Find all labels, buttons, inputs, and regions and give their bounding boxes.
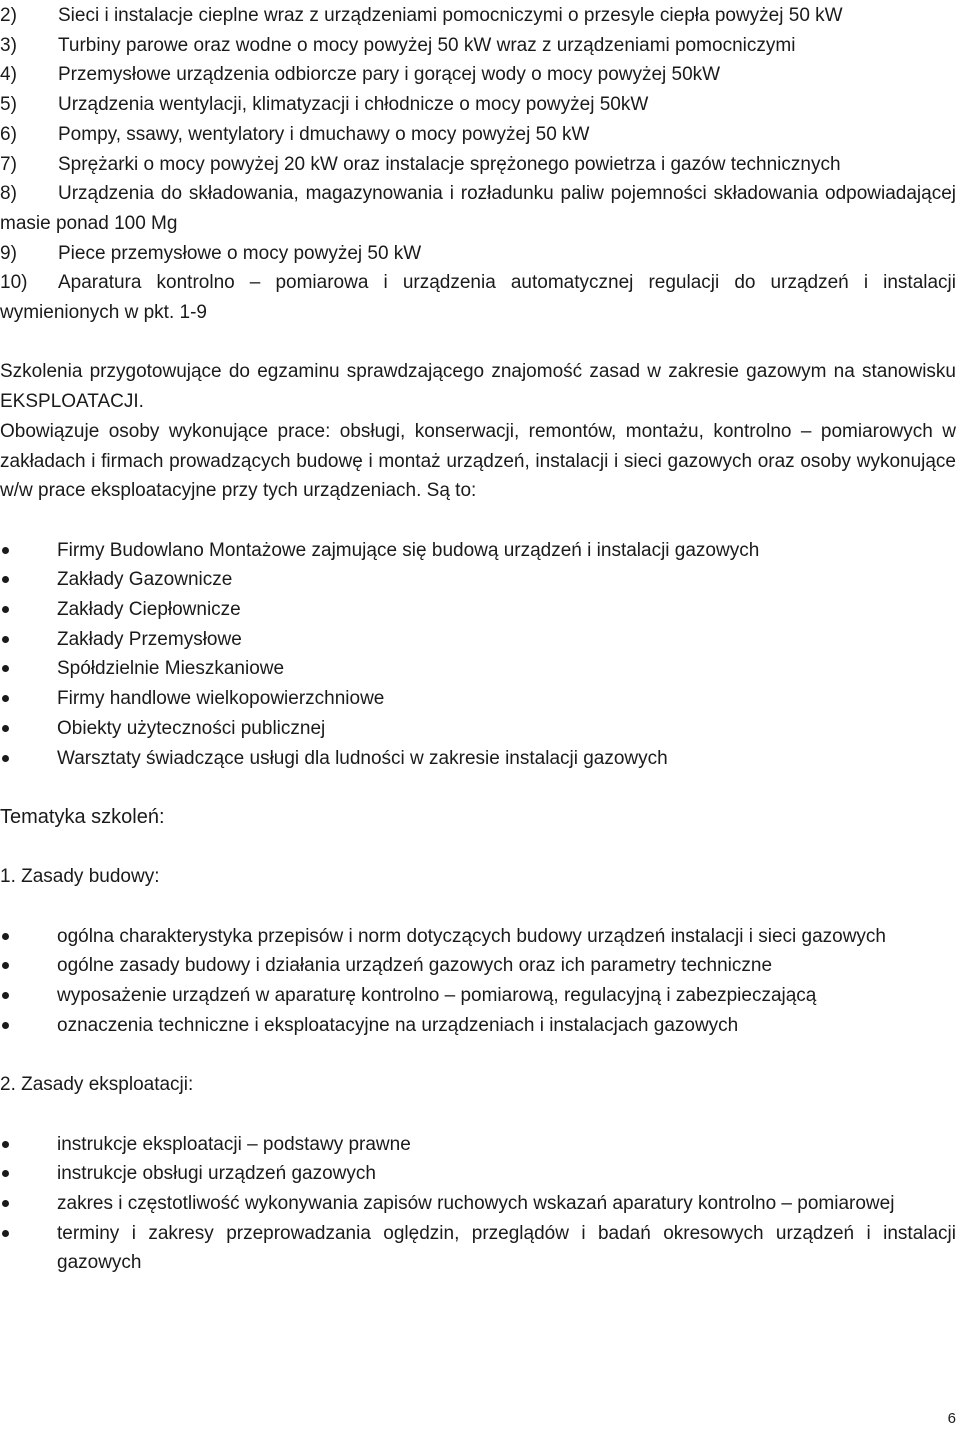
- topics-heading: Tematyka szkoleń:: [0, 805, 165, 828]
- section-title: 2. Zasady eksploatacji:: [0, 1074, 194, 1096]
- list-item-number: 3): [0, 34, 17, 56]
- bullet-icon: [2, 665, 9, 672]
- bullet-icon: [2, 1230, 9, 1237]
- list-item-number: 8): [0, 183, 17, 205]
- list-item: [0, 1219, 956, 1278]
- bullet-icon: [2, 1022, 9, 1029]
- bullet-icon: [2, 992, 9, 999]
- list-item-text: instrukcje eksploatacji – podstawy prawne: [57, 1133, 411, 1155]
- bullet-icon: [2, 962, 9, 969]
- list-item-text: Przemysłowe urządzenia odbiorcze pary i gorącej wody o mocy powyżej 50kW: [58, 64, 721, 86]
- list-item-text: ogólna charakterystyka przepisów i norm dotyczących budowy urządzeń instalacji i sieci gazowych: [57, 925, 886, 947]
- bullet-icon: [2, 1170, 9, 1177]
- list-item-text: Firmy handlowe wielkopowierzchniowe: [57, 688, 385, 710]
- spacer: [0, 892, 956, 922]
- section1-list: [0, 922, 956, 1041]
- bullet-icon: [2, 636, 9, 643]
- list-item-number: 9): [0, 242, 17, 264]
- page-number: 6: [947, 1410, 956, 1427]
- intro-paragraph: Obowiązuje osoby wykonujące prace: obsługi, konserwacji, remontów, montażu, kontrolno – pomiarowych w zakładach i firmach prowadzących budowę i montaż urządzeń, instalacji i sieci gazowych oraz osoby wykonujące w/w prace eksploatacyjne przy tych urządzeniach. Są to:: [0, 420, 956, 502]
- section2-list: [0, 1130, 956, 1279]
- list-item: [0, 684, 956, 714]
- list-item-text: Pompy, ssawy, wentylatory i dmuchawy o mocy powyżej 50 kW: [58, 123, 590, 145]
- bullet-icon: [2, 1141, 9, 1148]
- list-item-text: Zakłady Gazownicze: [57, 569, 233, 591]
- list-item: [0, 744, 956, 774]
- list-item-text: Zakłady Przemysłowe: [57, 628, 242, 650]
- list-item-text: Turbiny parowe oraz wodne o mocy powyżej 50 kW wraz z urządzeniami pomocniczymi: [58, 34, 796, 56]
- list-item-number: 7): [0, 153, 17, 175]
- list-item: [0, 90, 956, 120]
- list-item: [0, 654, 956, 684]
- list-item: [0, 31, 956, 61]
- bullet-icon: [2, 755, 9, 762]
- list-item-number: 5): [0, 94, 17, 116]
- list-item: [0, 536, 956, 566]
- list-item: [0, 565, 956, 595]
- spacer: [0, 506, 956, 536]
- bullet-icon: [2, 725, 9, 732]
- list-item-text: Urządzenia wentylacji, klimatyzacji i chłodnicze o mocy powyżej 50kW: [58, 94, 649, 116]
- bullet-icon: [2, 1200, 9, 1207]
- list-item: [0, 179, 956, 238]
- list-item: [0, 922, 956, 952]
- list-item-text: Aparatura kontrolno – pomiarowa i urządzenia automatycznej regulacji do urządzeń i instalacji wymienionych w pkt. 1-9: [0, 272, 956, 324]
- list-item: [0, 1189, 956, 1219]
- list-item-text: oznaczenia techniczne i eksploatacyjne na urządzeniach i instalacjach gazowych: [57, 1014, 739, 1036]
- intro-heading: Szkolenia przygotowujące do egzaminu sprawdzającego znajomość zasad w zakresie gazowym na stanowisku EKSPLOATACJI.: [0, 361, 956, 413]
- list-item: [0, 625, 956, 655]
- entities-list: [0, 536, 956, 774]
- list-item-text: Zakłady Ciepłownicze: [57, 599, 241, 621]
- list-item-text: Spółdzielnie Mieszkaniowe: [57, 658, 285, 680]
- spacer: [0, 1041, 956, 1071]
- list-item: [0, 120, 956, 150]
- list-item-number: 10): [0, 272, 28, 294]
- spacer: [0, 833, 956, 863]
- list-item-text: instrukcje obsługi urządzeń gazowych: [57, 1163, 376, 1185]
- list-item: [0, 1, 956, 31]
- list-item-text: Urządzenia do składowania, magazynowania i rozładunku paliw pojemności składowania odpowiadającej masie ponad 100 Mg: [0, 183, 956, 234]
- list-item-text: Obiekty użyteczności publicznej: [57, 717, 326, 739]
- list-item-text: Firmy Budowlano Montażowe zajmujące się budową urządzeń i instalacji gazowych: [57, 539, 760, 561]
- list-item: [0, 1159, 956, 1189]
- numbered-list: [0, 1, 956, 328]
- list-item: [0, 981, 956, 1011]
- list-item: [0, 595, 956, 625]
- section-title: 1. Zasady budowy:: [0, 866, 160, 888]
- list-item-text: Warsztaty świadczące usługi dla ludności w zakresie instalacji gazowych: [57, 747, 668, 769]
- bullet-icon: [2, 547, 9, 554]
- list-item-text: wyposażenie urządzeń w aparaturę kontrolno – pomiarową, regulacyjną i zabezpieczającą: [57, 985, 817, 1007]
- list-item: [0, 150, 956, 180]
- list-item-text: Sprężarki o mocy powyżej 20 kW oraz instalacje sprężonego powietrza i gazów technicznych: [58, 153, 841, 175]
- list-item: [0, 268, 956, 327]
- list-item-text: terminy i zakresy przeprowadzania oględzin, przeglądów i badań okresowych urządzeń i instalacji gazowych: [57, 1222, 956, 1274]
- list-item: [0, 714, 956, 744]
- list-item-text: Sieci i instalacje cieplne wraz z urządzeniami pomocniczymi o przesyle ciepła powyżej 50 kW: [58, 5, 843, 26]
- bullet-icon: [2, 933, 9, 940]
- spacer: [0, 773, 956, 803]
- list-item-number: 6): [0, 123, 17, 145]
- list-item-number: 2): [0, 5, 17, 26]
- list-item: [0, 239, 956, 269]
- spacer: [0, 1100, 956, 1130]
- list-item-text: Piece przemysłowe o mocy powyżej 50 kW: [58, 242, 422, 264]
- bullet-icon: [2, 606, 9, 613]
- bullet-icon: [2, 576, 9, 583]
- list-item: [0, 951, 956, 981]
- list-item-text: zakres i częstotliwość wykonywania zapisów ruchowych wskazań aparatury kontrolno – pomiarowej: [57, 1193, 895, 1215]
- bullet-icon: [2, 695, 9, 702]
- list-item-number: 4): [0, 64, 17, 86]
- list-item: [0, 1130, 956, 1160]
- list-item-text: ogólne zasady budowy i działania urządzeń gazowych oraz ich parametry techniczne: [57, 955, 773, 977]
- spacer: [0, 328, 956, 358]
- list-item: [0, 60, 956, 90]
- list-item: [0, 1011, 956, 1041]
